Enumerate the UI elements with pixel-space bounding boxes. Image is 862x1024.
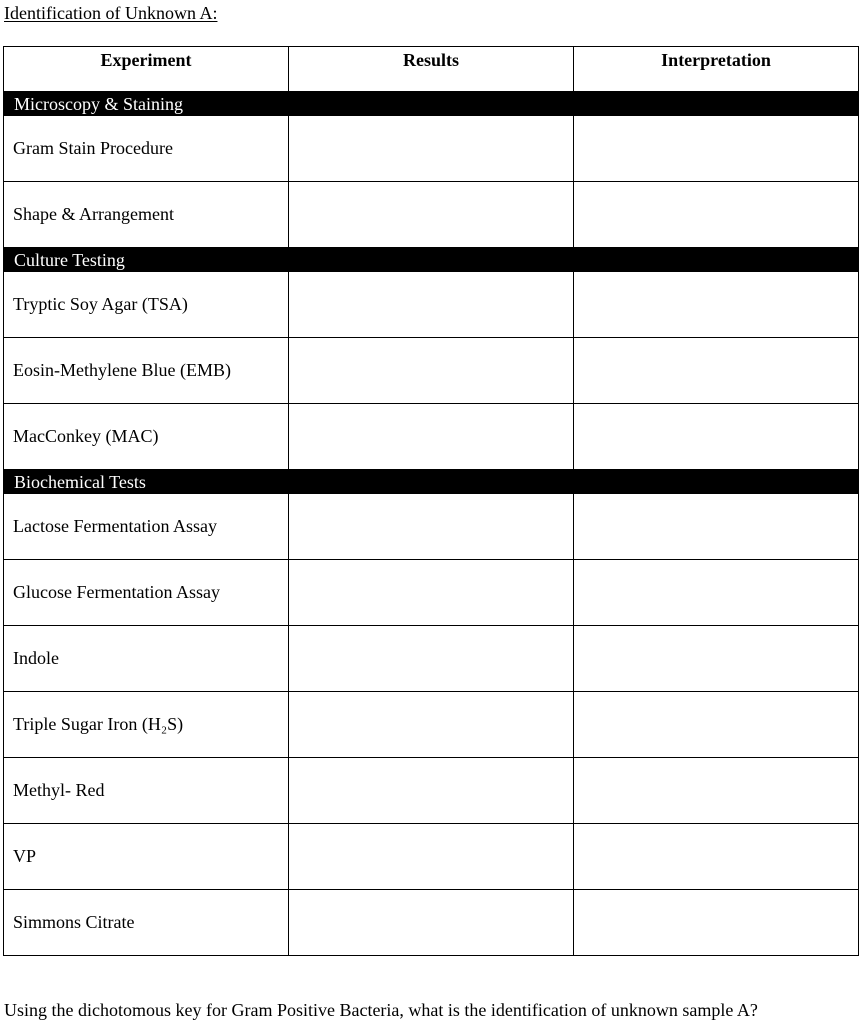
table-header-row [4, 47, 859, 92]
section-header-microscopy [4, 92, 859, 116]
table-row [4, 560, 859, 626]
experiment-cell: VP [4, 824, 289, 890]
table-row [4, 404, 859, 470]
header-experiment: Experiment [4, 47, 289, 92]
interpretation-cell[interactable] [574, 890, 859, 956]
results-cell[interactable] [289, 116, 574, 182]
experiment-cell: Indole [4, 626, 289, 692]
experiment-cell: Shape & Arrangement [4, 182, 289, 248]
experiment-cell: Gram Stain Procedure [4, 116, 289, 182]
results-cell[interactable] [289, 890, 574, 956]
results-cell[interactable] [289, 338, 574, 404]
table-row [4, 338, 859, 404]
section-label: Culture Testing [4, 248, 859, 272]
interpretation-cell[interactable] [574, 626, 859, 692]
worksheet-title: Identification of Unknown A: [4, 3, 218, 23]
table-row [4, 182, 859, 248]
experiment-cell: Tryptic Soy Agar (TSA) [4, 272, 289, 338]
table-row [4, 626, 859, 692]
section-header-culture [4, 248, 859, 272]
header-interpretation: Interpretation [574, 47, 859, 92]
results-cell[interactable] [289, 824, 574, 890]
section-label: Biochemical Tests [4, 470, 859, 494]
interpretation-cell[interactable] [574, 338, 859, 404]
table-row [4, 824, 859, 890]
interpretation-cell[interactable] [574, 824, 859, 890]
table-row [4, 692, 859, 758]
results-cell[interactable] [289, 182, 574, 248]
experiment-cell: Triple Sugar Iron (H₂S) [4, 692, 289, 758]
results-cell[interactable] [289, 692, 574, 758]
experiment-cell: Methyl- Red [4, 758, 289, 824]
experiment-cell: Eosin-Methylene Blue (EMB) [4, 338, 289, 404]
results-cell[interactable] [289, 626, 574, 692]
results-cell[interactable] [289, 560, 574, 626]
table-row [4, 758, 859, 824]
table-row [4, 116, 859, 182]
interpretation-cell[interactable] [574, 692, 859, 758]
interpretation-cell[interactable] [574, 272, 859, 338]
results-cell[interactable] [289, 404, 574, 470]
table-row [4, 890, 859, 956]
header-results: Results [289, 47, 574, 92]
experiment-cell: Lactose Fermentation Assay [4, 494, 289, 560]
interpretation-cell[interactable] [574, 116, 859, 182]
section-header-biochemical [4, 470, 859, 494]
results-cell[interactable] [289, 494, 574, 560]
results-cell[interactable] [289, 272, 574, 338]
interpretation-cell[interactable] [574, 404, 859, 470]
results-cell[interactable] [289, 758, 574, 824]
interpretation-cell[interactable] [574, 758, 859, 824]
results-table [3, 46, 859, 956]
experiment-cell: Glucose Fermentation Assay [4, 560, 289, 626]
interpretation-cell[interactable] [574, 494, 859, 560]
table-row [4, 272, 859, 338]
experiment-cell: Simmons Citrate [4, 890, 289, 956]
interpretation-cell[interactable] [574, 560, 859, 626]
section-label: Microscopy & Staining [4, 92, 859, 116]
experiment-cell: MacConkey (MAC) [4, 404, 289, 470]
table-row [4, 494, 859, 560]
question-text: Using the dichotomous key for Gram Positive Bacteria, what is the identification of unknown sample A? [4, 1000, 758, 1020]
interpretation-cell[interactable] [574, 182, 859, 248]
